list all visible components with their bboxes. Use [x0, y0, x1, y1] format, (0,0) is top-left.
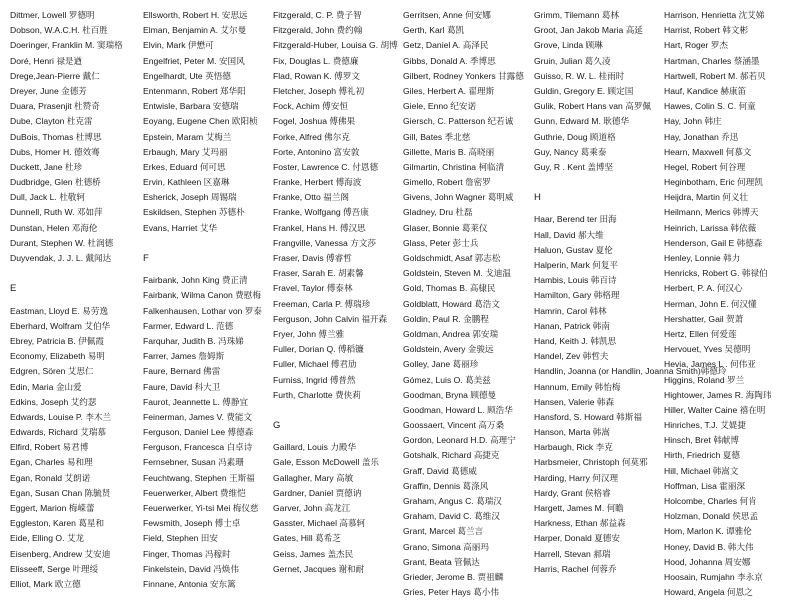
index-entry: Hervouet, Yves 吴德明 — [664, 344, 751, 355]
index-entry: Hamrin, Carol 韩林 — [534, 305, 607, 316]
index-entry: Fewsmith, Joseph 傅士卓 — [143, 518, 241, 529]
index-entry: Duckett, Jane 杜珍 — [10, 161, 83, 172]
index-entry: Grimm, Tilemann 葛林 — [534, 10, 619, 20]
index-entry: Elfird, Robert 易君博 — [10, 442, 89, 453]
index-entry: Henderson, Gail E 韩德森 — [664, 237, 763, 248]
index-entry: DuBois, Thomas 杜博思 — [10, 131, 102, 142]
index-entry: Ervin, Kathleen 区嘉琳 — [143, 177, 230, 188]
index-entry: Heginbotham, Eric 何理凯 — [664, 177, 763, 188]
index-entry: Gibbs, Donald A. 季博思 — [403, 55, 496, 66]
index-entry: Harbaugh, Rick 李克 — [534, 442, 613, 453]
index-entry: Drege,Jean-Pierre 戴仁 — [10, 70, 100, 81]
index-entry: Erbaugh, Mary 艾玛丽 — [143, 146, 228, 157]
index-entry: Grano, Simona 高丽玛 — [403, 541, 489, 552]
index-entry: Fraser, Sarah E. 胡素馨 — [273, 268, 364, 279]
section-gap — [273, 403, 405, 418]
index-entry: Gerth, Karl 葛凯 — [403, 25, 465, 36]
index-entry: Garver, John 高龙江 — [273, 503, 351, 513]
index-entry: Holzman, Donald 侯思孟 — [664, 511, 759, 522]
index-entry: Eggert, Marion 梅嵘蕾 — [10, 503, 95, 513]
index-entry: Finkelstein, David 冯焕伟 — [143, 563, 239, 574]
index-entry: Hartwell, Robert M. 郝若贝 — [664, 70, 766, 81]
index-entry: Halperin, Mark 何复平 — [534, 260, 619, 270]
index-entry: Fuller, Michael 傅君劢 — [273, 359, 357, 370]
index-column-4 — [403, 8, 535, 600]
index-entry: Glass, Peter 彭士兵 — [403, 237, 479, 248]
index-entry: Gruin, Julian 葛久凌 — [534, 55, 611, 66]
index-entry: Faure, Bernard 佛雷 — [143, 366, 221, 377]
index-entry: Harkness, Ethan 郝益森 — [534, 518, 626, 529]
index-entry: Gerritsen, Anne 何安娜 — [403, 10, 491, 20]
index-entry: Dube, Clayton 杜克雷 — [10, 116, 93, 127]
index-entry: Harrist, Robert 韩文彬 — [664, 25, 749, 36]
index-entry: Hoosain, Rumjahn 李永京 — [664, 571, 763, 582]
index-entry: Doeringer, Franklin M. 窦瑞格 — [10, 40, 123, 51]
index-entry: Goldschmidt, Asaf 郭志松 — [403, 253, 501, 263]
index-entry: Hegel, Robert 何谷理 — [664, 161, 746, 172]
index-entry: Gilmartin, Christina 柯临清 — [403, 161, 505, 172]
index-entry: Foster, Lawrence C. 付恩德 — [273, 161, 379, 172]
index-entry: Getz, Daniel A. 高泽民 — [403, 40, 489, 51]
index-entry: Goodman, Bryna 顾德曼 — [403, 389, 497, 400]
index-entry: Heijdra, Martin 何义壮 — [664, 192, 749, 203]
index-entry: Ellsworth, Robert H. 安思远 — [143, 10, 248, 20]
index-entry: Gilbert, Rodney Yonkers 甘露德 — [403, 70, 524, 81]
index-entry: Guthrie, Doug 顾道格 — [534, 131, 616, 142]
index-entry: Grant, Beata 管佩达 — [403, 556, 480, 567]
index-entry: Duara, Prasenjit 杜赞奇 — [10, 101, 100, 112]
index-entry: Dunnell, Ruth W. 邓如萍 — [10, 207, 103, 218]
index-entry: Hannum, Emily 韩怡梅 — [534, 381, 621, 392]
index-entry: Harper, Donald 夏德安 — [534, 533, 620, 544]
index-column-6 — [664, 8, 796, 600]
index-entry: Fuller, Dorian Q. 傅稻镰 — [273, 344, 364, 355]
index-entry: Entwisle, Barbara 安德瑞 — [143, 101, 239, 112]
index-entry: Graham, Angus C. 葛瑞汉 — [403, 496, 502, 506]
index-entry: Furth, Charlotte 费侠莉 — [273, 389, 361, 400]
index-entry: Hartman, Charles 蔡涵墨 — [664, 55, 760, 66]
index-entry: Guy, R . Kent 盖博坚 — [534, 161, 614, 172]
index-entry: Egan, Susan Chan 陈毓贤 — [10, 487, 111, 498]
index-entry: Hauf, Kandice 赫康笛 — [664, 85, 747, 96]
index-entry: Gates, Hill 葛希芝 — [273, 533, 341, 544]
index-entry: Hershatter, Gail 贺萧 — [664, 313, 744, 324]
index-entry: Grant, Marcel 葛兰言 — [403, 526, 484, 537]
index-entry: Henricks, Robert G. 韩禄伯 — [664, 268, 768, 279]
index-entry: Dittmer, Lowell 罗德明 — [10, 10, 95, 20]
index-entry: Herbert, P. A. 何汉心 — [664, 283, 743, 294]
index-entry: Gómez, Luis O. 葛美兹 — [403, 374, 491, 385]
index-entry: Engelfriet, Peter M. 安国风 — [143, 55, 245, 66]
index-entry: Herman, John E. 何汉懂 — [664, 298, 757, 309]
index-entry: Heilmann, Merics 韩博天 — [664, 207, 759, 218]
index-entry: Eberhard, Wolfram 艾伯华 — [10, 320, 111, 331]
index-entry: Gold, Thomas B. 高棣民 — [403, 283, 496, 294]
index-entry: Economy, Elizabeth 易明 — [10, 351, 105, 362]
index-entry: Gulik, Robert Hans van 高罗佩 — [534, 101, 652, 112]
index-entry: Fryer, John 傅兰雅 — [273, 328, 345, 339]
index-entry: Epstein, Maram 艾梅兰 — [143, 131, 232, 142]
index-entry: Gordon, Leonard H.D. 高理宁 — [403, 435, 516, 446]
index-entry: Golley, Jane 葛丽珍 — [403, 359, 479, 370]
index-entry: Fernsebner, Susan 冯素珊 — [143, 457, 244, 468]
index-entry: Fock, Achim 傅安恒 — [273, 101, 348, 112]
index-entry: Fitzgerald, John 费约翰 — [273, 25, 363, 36]
index-entry: Engelhardt, Ute 英悟德 — [143, 70, 231, 81]
index-entry: Dull, Jack L. 杜敬轲 — [10, 192, 85, 203]
index-entry: Frangville, Vanessa 方文莎 — [273, 237, 377, 248]
index-entry: Feinerman, James V. 费能文 — [143, 411, 253, 422]
index-entry: Gries, Peter Hays 葛小伟 — [403, 587, 499, 598]
index-entry: Eide, Elling O. 艾龙 — [10, 533, 85, 544]
index-entry: Eskildsen, Stephen 苏德朴 — [143, 207, 245, 218]
index-entry: Feuerwerker, Albert 费维恺 — [143, 487, 246, 498]
index-entry: Hanson, Marta 韩嵩 — [534, 427, 610, 438]
index-entry: Forte, Antonino 富安敦 — [273, 146, 360, 157]
section-letter: H — [534, 192, 541, 204]
index-entry: Edkins, Joseph 艾约瑟 — [10, 396, 97, 407]
index-entry: Hart, Roger 罗杰 — [664, 40, 728, 51]
index-entry: Falkenhausen, Lothar von 罗泰 — [143, 305, 262, 316]
index-entry: Gaillard, Louis 力殿华 — [273, 442, 357, 453]
index-entry: Geiss, James 盖杰民 — [273, 548, 354, 559]
index-entry: Evans, Harriet 艾华 — [143, 222, 218, 233]
index-entry: Fogel, Joshua 傅佛果 — [273, 116, 356, 127]
index-entry: Fravel, Taylor 傅泰林 — [273, 283, 353, 294]
index-entry: Fletcher, Joseph 傅礼初 — [273, 85, 365, 96]
index-entry: Graffin, Dennis 葛涤风 — [403, 480, 489, 491]
section-gap — [273, 433, 405, 440]
index-entry: Guldin, Gregory E. 顾定国 — [534, 85, 634, 96]
index-entry: Farrer, James 詹姆斯 — [143, 351, 225, 362]
index-entry: Edgren, Sören 艾思仁 — [10, 366, 94, 377]
index-entry: Elliot, Mark 欧立德 — [10, 578, 81, 589]
index-entry: Edwards, Louise P. 李木兰 — [10, 411, 112, 422]
index-entry: Graff, David 葛德威 — [403, 465, 477, 476]
index-entry: Hightower, James R. 海陶玮 — [664, 389, 772, 400]
index-entry: Handel, Zev 韩哲夫 — [534, 351, 609, 362]
index-entry: Dubs, Homer H. 德效骞 — [10, 146, 100, 157]
index-entry: Franke, Otto 福兰阁 — [273, 192, 349, 203]
index-entry: Durant, Stephen W. 杜润德 — [10, 237, 114, 248]
index-entry: Ferguson, Daniel Lee 傅德森 — [143, 427, 254, 438]
index-entry: Holcombe, Charles 何肯 — [664, 496, 757, 506]
index-entry: Hambis, Louis 韩百诗 — [534, 275, 617, 286]
index-entry: Goldstein, Steven M. 戈迪温 — [403, 268, 511, 279]
index-entry: Edwards, Richard 艾瑞慕 — [10, 427, 106, 438]
index-entry: Gotshalk, Richard 高捷克 — [403, 450, 500, 461]
index-entry: Gardner, Daniel 贾德讷 — [273, 487, 362, 498]
index-entry: Fairbank, John King 费正清 — [143, 275, 248, 286]
index-entry: Guy, Nancy 葛乘泰 — [534, 146, 607, 157]
index-entry: Ferguson, Francesca 白卓诗 — [143, 442, 253, 453]
index-entry: Gill, Bates 季北慈 — [403, 131, 471, 142]
index-entry: Hevia, James L . 何伟亚 — [664, 359, 756, 370]
index-entry: Hardy, Grant 侯格睿 — [534, 487, 611, 498]
index-entry: Hoffman, Lisa 霍丽深 — [664, 480, 746, 491]
index-entry: Forke, Alfred 佛尔克 — [273, 131, 350, 142]
index-entry: Faure, David 科大卫 — [143, 381, 221, 392]
index-entry: Haluon, Gustav 夏伦 — [534, 244, 613, 255]
index-entry: Franke, Herbert 傅海波 — [273, 177, 362, 188]
index-entry: Finger, Thomas 冯稼时 — [143, 548, 231, 559]
index-entry: Elisseeff, Serge 叶理绥 — [10, 563, 99, 574]
index-entry: Hood, Johanna 周安娜 — [664, 556, 751, 567]
index-entry: Fraser, Davis 傅睿哲 — [273, 253, 352, 263]
index-entry: Hill, Michael 韩嵩文 — [664, 465, 739, 476]
index-entry: Eisenberg, Andrew 艾安迪 — [10, 548, 111, 559]
index-entry: Dunstan, Helen 邓海伦 — [10, 222, 98, 233]
index-entry: Gunn, Edward M. 耿德华 — [534, 116, 630, 127]
index-entry: Eggleston, Karen 葛星和 — [10, 518, 105, 529]
index-entry: Hinriches, T.J. 艾媞捷 — [664, 420, 746, 431]
index-entry: Givens, John Wagner 葛明威 — [403, 192, 514, 203]
index-entry: Hay, John 韩庄 — [664, 116, 722, 127]
index-entry: Hansford, S. Howard 韩斯福 — [534, 411, 642, 422]
index-entry: Faurot, Jeannette L. 傅静宜 — [143, 396, 249, 407]
index-entry: Hawes, Colin S. C. 何童 — [664, 101, 756, 112]
index-column-3 — [273, 8, 405, 577]
index-entry: Harrell, Stevan 郝瑞 — [534, 548, 611, 559]
section-gap — [10, 297, 142, 304]
index-entry: Heinrich, Larissa 韩依薇 — [664, 222, 757, 233]
index-entry: Edin, Maria 金山爱 — [10, 381, 82, 392]
index-entry: Harrison, Henrietta 沈艾娣 — [664, 10, 765, 20]
index-entry: Elvin, Mark 伊懋可 — [143, 40, 214, 51]
index-entry: Giersch, C. Patterson 纪若诚 — [403, 116, 514, 127]
section-letter: G — [273, 420, 281, 432]
index-entry: Goldman, Andrea 郭安瑞 — [403, 328, 499, 339]
index-entry: Honey, David B. 韩大伟 — [664, 541, 754, 552]
section-gap — [534, 205, 666, 212]
index-entry: Goossaert, Vincent 高万桑 — [403, 420, 505, 431]
index-entry: Hanan, Patrick 韩南 — [534, 320, 610, 331]
index-entry: Hiller, Walter Caine 禧在明 — [664, 404, 766, 415]
index-entry: Groot, Jan Jakob Maria 高延 — [534, 25, 643, 36]
index-entry: Dreyer, June 金德芳 — [10, 85, 87, 96]
index-entry: Higgins, Roland 罗兰 — [664, 374, 745, 385]
index-entry: Hertz, Ellen 何爱莲 — [664, 328, 737, 339]
index-entry: Feuchtwang, Stephen 王斯福 — [143, 472, 255, 483]
section-gap — [143, 236, 275, 251]
index-entry: Duyvendak, J. J. L. 戴闻达 — [10, 253, 112, 263]
index-entry: Esherick, Joseph 周锡瑞 — [143, 192, 237, 203]
index-entry: Goldin, Paul R. 金鹏程 — [403, 313, 489, 324]
index-entry: Hall, David 郝大维 — [534, 229, 604, 240]
index-entry: Ebrey, Patricia B. 伊佩霞 — [10, 335, 104, 346]
index-entry: Frankel, Hans H. 傅汉思 — [273, 222, 366, 233]
index-entry: Hay, Jonathan 乔迅 — [664, 131, 739, 142]
index-entry: Henley, Lonnie 韩力 — [664, 253, 741, 263]
index-entry: Eoyang, Eugene Chen 欧阳桢 — [143, 116, 258, 127]
index-entry: Furniss, Ingrid 傅普然 — [273, 374, 356, 385]
index-entry: Giele, Enno 纪安诺 — [403, 101, 477, 112]
index-entry: Entenmann, Robert 郑华阳 — [143, 85, 246, 96]
index-entry: Hansen, Valerie 韩森 — [534, 396, 615, 407]
index-entry: Gallagher, Mary 高敏 — [273, 472, 354, 483]
index-entry: Howard, Angela 何恩之 — [664, 587, 753, 598]
index-entry: Goodman, Howard L. 顾浩华 — [403, 404, 513, 415]
index-entry: Hargett, James M. 何瞻 — [534, 503, 624, 513]
index-entry: Hearn, Maxwell 何慕文 — [664, 146, 752, 157]
index-entry: Handlin, Joanna (or Handlin, Joanna Smith)韩德玲 — [534, 366, 727, 377]
index-entry: Guisso, R. W. L. 桂雨时 — [534, 70, 625, 81]
index-entry: Gladney, Dru 杜磊 — [403, 207, 473, 218]
section-gap — [10, 266, 142, 281]
index-entry: Gale, Esson McDowell 盖乐 — [273, 457, 380, 468]
index-entry: Egan, Charles 易和理 — [10, 457, 93, 468]
index-entry: Goldstein, Avery 金骏远 — [403, 344, 494, 355]
index-entry: Fitzgerald-Huber, Louisa G. 胡博 — [273, 40, 398, 51]
index-entry: Harbsmeier, Christoph 何莫邪 — [534, 457, 648, 468]
index-entry: Gasster, Michael 高慕轲 — [273, 518, 366, 529]
index-column-1 — [10, 8, 142, 592]
index-entry: Grieder, Jerome B. 贾祖麟 — [403, 571, 504, 582]
index-entry: Giles, Herbert A. 翟理斯 — [403, 85, 495, 96]
index-entry: Eastman, Lloyd E. 易劳逸 — [10, 305, 108, 316]
index-entry: Farquhar, Judith B. 冯珠娣 — [143, 335, 244, 346]
index-entry: Farmer, Edward L. 范德 — [143, 320, 234, 331]
index-entry: Egan, Ronald 艾朗诺 — [10, 472, 91, 483]
section-letter: F — [143, 253, 149, 264]
index-entry: Hand, Keith J. 韩凯思 — [534, 335, 617, 346]
index-entry: Gimello, Robert 詹密罗 — [403, 177, 491, 188]
index-entry: Grove, Linda 顾琳 — [534, 40, 603, 51]
index-entry: Field, Stephen 田安 — [143, 533, 218, 544]
index-entry: Doré, Henri 禄是遒 — [10, 55, 83, 66]
index-entry: Haar, Berend ter 田海 — [534, 214, 617, 225]
index-entry: Dobson, W.A.C.H. 杜百胜 — [10, 25, 108, 36]
index-entry: Hom, Marlon K. 谭雅伦 — [664, 526, 752, 537]
index-entry: Glaser, Bonnie 葛莱仪 — [403, 222, 488, 233]
index-entry: Dudbridge, Glen 杜德桥 — [10, 177, 101, 188]
index-entry: Elman, Benjamin A. 艾尔曼 — [143, 25, 247, 36]
index-entry: Goldblatt, Howard 葛浩文 — [403, 298, 500, 309]
index-entry: Hamilton, Gary 韩格理 — [534, 290, 620, 301]
index-entry: Flad, Rowan K. 傅罗文 — [273, 70, 360, 81]
index-entry: Hirth, Friedrich 夏德 — [664, 450, 740, 461]
index-entry: Gernet, Jacques 谢和耐 — [273, 563, 365, 574]
index-entry: Freeman, Carla P. 傅瑞珍 — [273, 298, 371, 309]
index-entry: Harris, Rachel 何蓉乔 — [534, 563, 617, 574]
index-entry: Franke, Wolfgang 傅吾康 — [273, 207, 369, 218]
index-entry: Gillette, Maris B. 高晓丽 — [403, 146, 495, 157]
index-entry: Hinsch, Bret 韩献博 — [664, 435, 739, 446]
index-entry: Fix, Douglas L. 费德廉 — [273, 55, 359, 66]
section-gap — [534, 175, 666, 190]
index-entry: Erkes, Eduard 何可思 — [143, 161, 226, 172]
index-entry: Fairbank, Wilma Canon 费慰梅 — [143, 290, 261, 301]
index-entry: Finnane, Antonia 安东篱 — [143, 578, 236, 589]
index-entry: Feuerwerker, Yi-tsi Mei 梅仪慈 — [143, 503, 259, 513]
section-letter: E — [10, 283, 17, 295]
section-gap — [143, 266, 275, 273]
index-column-2 — [143, 8, 275, 592]
index-entry: Graham, David C. 葛维汉 — [403, 511, 500, 522]
index-entry: Ferguson, John Calvin 福开森 — [273, 313, 388, 324]
index-entry: Fitzgerald, C. P. 费子智 — [273, 10, 362, 20]
index-entry: Harding, Harry 何汉理 — [534, 472, 619, 483]
